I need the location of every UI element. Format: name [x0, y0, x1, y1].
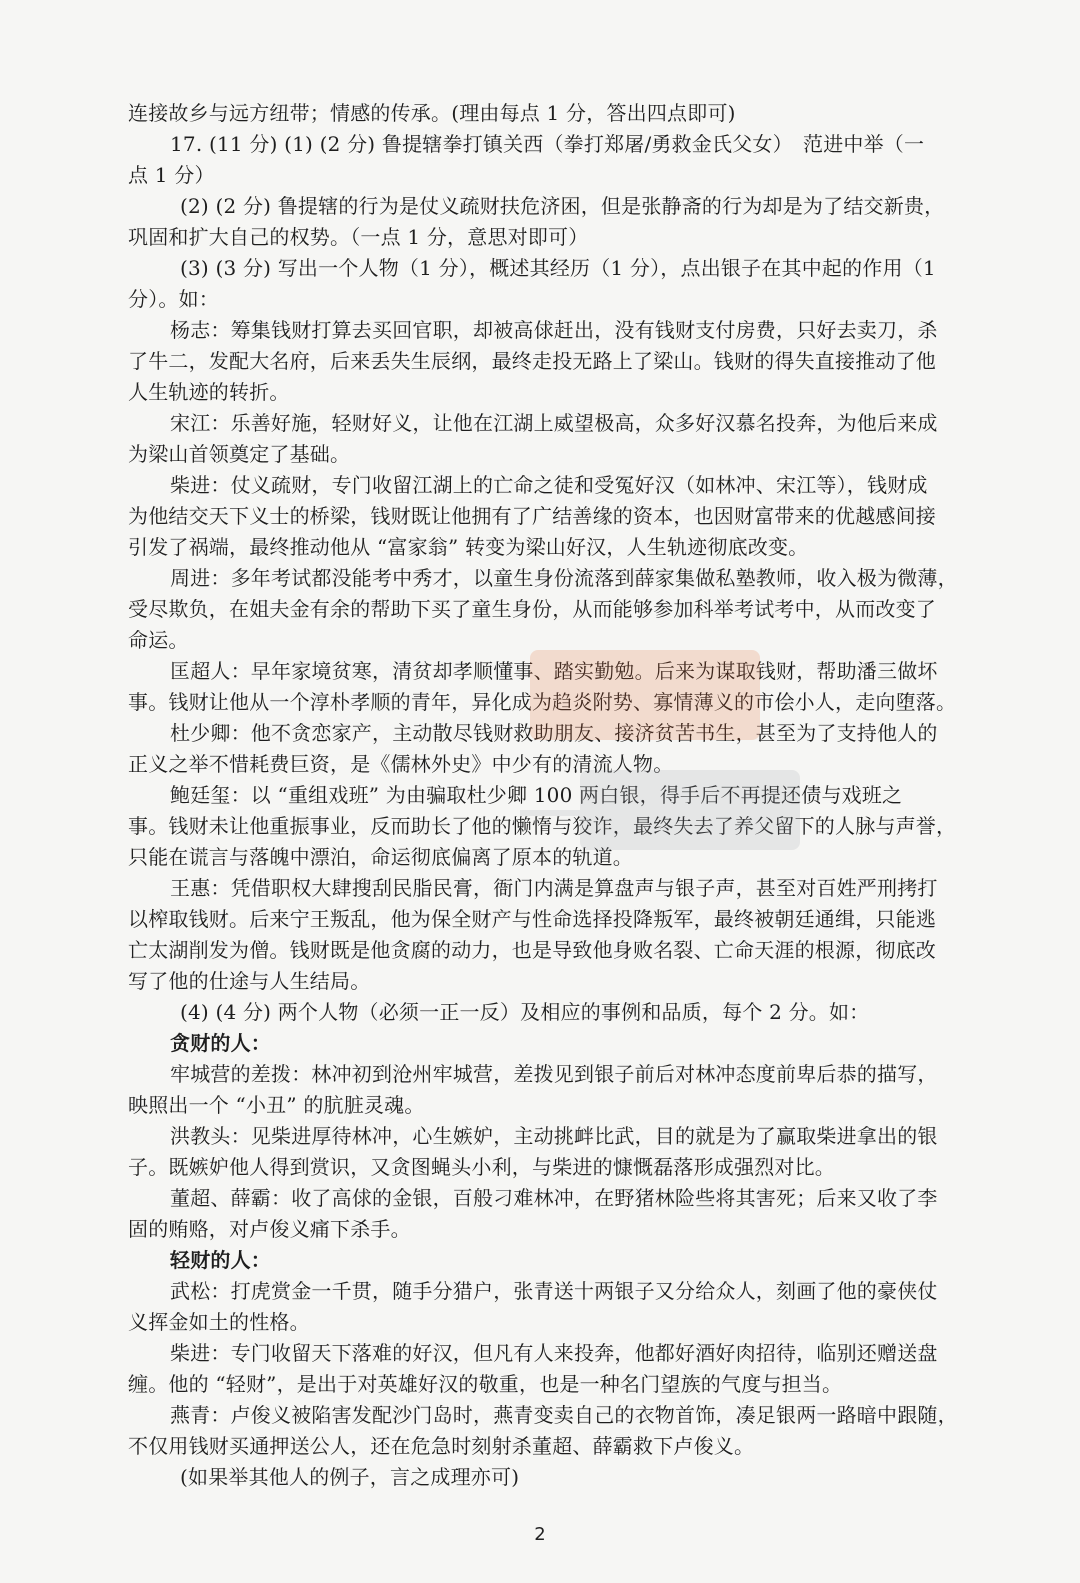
text-line: 洪教头：见柴进厚待林冲，心生嫉妒，主动挑衅比武，目的就是为了赢取柴进拿出的银: [170, 1124, 938, 1148]
text-line: 燕青：卢俊义被陷害发配沙门岛时，燕青变卖自己的衣物首饰，凑足银两一路暗中跟随，: [170, 1403, 958, 1427]
text-line: 武松：打虎赏金一千贯，随手分猎户，张青送十两银子又分给众人，刻画了他的豪侠仗: [170, 1279, 938, 1303]
text-line: 子。既嫉妒他人得到赏识，又贪图蝇头小利，与柴进的慷慨磊落形成强烈对比。: [128, 1155, 835, 1179]
text-line: 分）。如：: [128, 287, 219, 311]
section-heading: 轻财的人：: [170, 1248, 271, 1272]
text-line: 了牛二，发配大名府，后来丢失生辰纲，最终走投无路上了梁山。钱财的得失直接推动了他: [128, 349, 936, 373]
page-number: 2: [534, 1524, 546, 1545]
text-line: 柴进：专门收留天下落难的好汉，但凡有人来投奔，他都好酒好肉招待，临别还赠送盘: [170, 1341, 938, 1365]
text-line: 连接故乡与远方纽带；情感的传承。(理由每点 1 分，答出四点即可): [128, 101, 736, 125]
text-line: 17. (11 分) (1) (2 分) 鲁提辖拳打镇关西（拳打郑屠/勇救金氏父女） 范进中举（一: [170, 132, 925, 156]
text-line: 为梁山首领奠定了基础。: [128, 442, 351, 466]
text-line: 柴进：仗义疏财，专门收留江湖上的亡命之徒和受冤好汉（如林冲、宋江等），钱财成: [170, 473, 928, 497]
text-line: 只能在谎言与落魄中漂泊，命运彻底偏离了原本的轨道。: [128, 845, 633, 869]
answer-text-body: [128, 98, 962, 1493]
text-line: 为他结交天下义士的桥梁，钱财既让他拥有了广结善缘的资本，也因财富带来的优越感间接: [128, 504, 936, 528]
text-line: (如果举其他人的例子，言之成理亦可): [180, 1465, 520, 1489]
text-line: 周进：多年考试都没能考中秀才，以童生身份流落到薛家集做私塾教师，收入极为微薄，: [170, 566, 958, 590]
text-line: 鲍廷玺：以 “重组戏班” 为由骗取杜少卿 100 两白银，得手后不再提还债与戏班之: [170, 783, 903, 807]
text-line: 以榨取钱财。后来宁王叛乱，他为保全财产与性命选择投降叛军，最终被朝廷通缉，只能逃: [128, 907, 936, 931]
text-line: 牢城营的差拨：林冲初到沧州牢城营，差拨见到银子前后对林冲态度前卑后恭的描写，: [170, 1062, 938, 1086]
text-line: 事。钱财未让他重振事业，反而助长了他的懒惰与狡诈，最终失去了养父留下的人脉与声誉，: [128, 814, 957, 838]
text-line: 杜少卿：他不贪恋家产，主动散尽钱财救助朋友、接济贫苦书生，甚至为了支持他人的: [170, 721, 938, 745]
text-line: 写了他的仕途与人生结局。: [128, 969, 371, 993]
text-line: 固的贿赂，对卢俊义痛下杀手。: [128, 1217, 411, 1241]
text-line: 映照出一个 “小丑” 的肮脏灵魂。: [128, 1093, 425, 1117]
text-line: 董超、薛霸：收了高俅的金银，百般刁难林冲，在野猪林险些将其害死；后来又收了李: [170, 1186, 938, 1210]
text-line: 王惠：凭借职权大肆搜刮民脂民膏，衙门内满是算盘声与银子声，甚至对百姓严刑拷打: [170, 876, 938, 900]
text-line: (4) (4 分) 两个人物（必须一正一反）及相应的事例和品质，每个 2 分。如：: [180, 1000, 870, 1024]
text-line: 亡太湖削发为僧。钱财既是他贪腐的动力，也是导致他身败名裂、亡命天涯的根源，彻底改: [128, 938, 936, 962]
text-line: 受尽欺负，在姐夫金有余的帮助下买了童生身份，从而能够参加科举考试考中，从而改变了: [128, 597, 936, 621]
text-line: 缠。他的 “轻财”，是出于对英雄好汉的敬重，也是一种名门望族的气度与担当。: [128, 1372, 843, 1396]
text-line: 不仅用钱财买通押送公人，还在危急时刻射杀董超、薛霸救下卢俊义。: [128, 1434, 755, 1458]
text-line: 杨志：筹集钱财打算去买回官职，却被高俅赶出，没有钱财支付房费，只好去卖刀，杀: [170, 318, 938, 342]
text-line: (2) (2 分) 鲁提辖的行为是仗义疏财扶危济困，但是张静斋的行为却是为了结交新贵，: [180, 194, 945, 218]
text-line: 宋江：乐善好施，轻财好义，让他在江湖上威望极高，众多好汉慕名投奔，为他后来成: [170, 411, 938, 435]
text-line: 人生轨迹的转折。: [128, 380, 290, 404]
text-line: 引发了祸端，最终推动他从 “富家翁” 转变为梁山好汉，人生轨迹彻底改变。: [128, 535, 809, 559]
text-line: (3) (3 分) 写出一个人物（1 分），概述其经历（1 分），点出银子在其中起的作用（1: [180, 256, 936, 280]
text-line: 命运。: [128, 628, 189, 652]
text-line: 正义之举不惜耗费巨资，是《儒林外史》中少有的清流人物。: [128, 752, 674, 776]
section-heading: 贪财的人：: [170, 1031, 271, 1055]
text-line: 义挥金如土的性格。: [128, 1310, 310, 1334]
text-line: 巩固和扩大自己的权势。（一点 1 分，意思对即可）: [128, 225, 589, 249]
text-line: 事。钱财让他从一个淳朴孝顺的青年，异化成为趋炎附势、寡情薄义的市侩小人，走向堕落。: [128, 690, 957, 714]
text-line: 匡超人：早年家境贫寒，清贫却孝顺懂事、踏实勤勉。后来为谋取钱财，帮助潘三做坏: [170, 659, 938, 683]
text-line: 点 1 分）: [128, 163, 215, 187]
